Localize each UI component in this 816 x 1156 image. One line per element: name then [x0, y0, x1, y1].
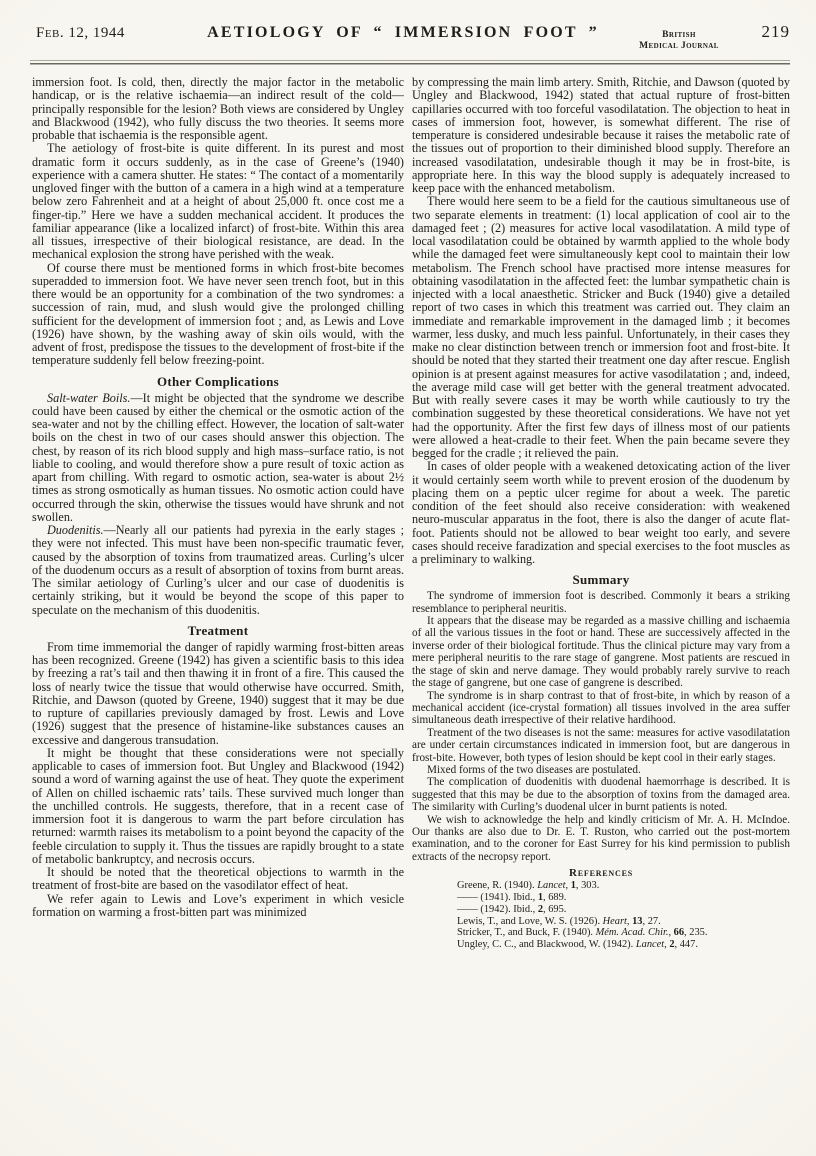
right-column	[412, 76, 790, 951]
section-heading: Treatment	[187, 622, 249, 638]
section-heading: Summary	[572, 572, 630, 588]
paragraph: It should be noted that the theoretical objections to warmth in the treatment of frost-bite are based on the vasodilator effect of heat.	[32, 865, 404, 893]
article-body	[0, 65, 816, 951]
paragraph: Mixed forms of the two diseases are postulated.	[427, 763, 641, 776]
page-header	[0, 0, 816, 51]
journal-name	[620, 30, 738, 51]
paragraph: It appears that the disease may be regarded as a massive chilling and ischaemia of all the various tissues in the foot or hand. These are successively affected in the inverse order of their biological fortitude. Thus the clinical picture may vary from a mere peripheral neuritis to the rare stage of gangrene. Most patients are rescued in the stage of skin and nerve damage. They would probably rarely survive to reach the stage of gangrene, but one case of gangrene is described.	[412, 615, 790, 690]
references-heading: References	[569, 867, 633, 880]
paragraph: The aetiology of frost-bite is quite different. In its purest and most dramatic form it occurs suddenly, as in the case of Greene’s (1940) experience with a camera shutter. He states: “ The contact of a momentarily ungloved finger with the button of a camera in a high wind at a temperature below zero Fahrenheit and at a height of about 25,000 ft. once cost me a finger-tip.” Here we have a sudden mechanical accident. It produces the familiar appearance (like a localized infarct) of frost-bite. Within this area all tissues, irrespective of their biological resistance, are dead. In the mechanical explosion the strong have perished with the weak.	[32, 141, 404, 262]
article-title: AETIOLOGY OF “ IMMERSION FOOT ”	[207, 24, 599, 41]
section-heading: Other Complications	[156, 373, 280, 389]
paragraph: Duodenitis.—Nearly all our patients had pyrexia in the early stages ; they were not infected. This must have been non-specific traumatic fever, caused by the absorption of toxins from traumatized areas. Curling’s ulcer of the duodenum occurs as a result of absorption of toxins from burnt areas. The similar aetiology of Curling’s ulcer and our case of duodenitis is certainly striking, but it would be beyond the scope of this paper to speculate on the mechanism of this duodenitis.	[32, 523, 404, 617]
paragraph: The syndrome of immersion foot is described. Commonly it bears a striking resemblance to peripheral neuritis.	[412, 590, 790, 615]
paragraph: The complication of duodenitis with duodenal haemorrhage is described. It is suggested that this may be due to the absorption of toxins from the damaged area. The similarity with Curling’s duodenal ulcer in burnt patients is noted.	[412, 776, 790, 814]
reference-item: —— (1942). Ibid., 2, 695.	[457, 903, 567, 915]
paragraph: From time immemorial the danger of rapidly warming frost-bitten areas has been recognized. Greene (1942) has given a scientific basis to this idea by freezing a rat’s tail and then thawing it in front of a fire. This caused the loss of nearly twice the tissue that would otherwise have occurred. Smith, Ritchie, and Dawson (quoted by Greene, 1940) suggest that it may be due to rupture of capillaries previously damaged by frost. Lewis and Love (1926) suggest that the presence of histamine-like substances causes an excessive and dangerous transudation.	[32, 639, 404, 747]
paragraph: Salt-water Boils.—It might be objected that the syndrome we describe could have been caused by either the chemical or the osmotic action of the sea-water and not by the chilling effect. However, the location of salt-water boils on the chest in two of our cases should answer this objection. The chest, by reason of its rich blood supply and high mass–surface ratio, is not liable to cooling, and would therefore show a pure result of toxic action as apart from chilling. With regard to osmotic action, sea-water is about 2½ times as strong osmotically as human tissues. No osmotic action could have occurred through the skin, otherwise the tissues would have shrunk and not swollen.	[32, 390, 404, 524]
left-column	[32, 76, 404, 951]
paragraph: We refer again to Lewis and Love’s experiment in which vesicle formation on warming a frost-bitten part was minimized	[32, 891, 404, 919]
journal-name-line1: British	[662, 30, 696, 40]
reference-item: Greene, R. (1940). Lancet, 1, 303.	[457, 880, 600, 892]
paragraph: It might be thought that these considerations were not specially applicable to cases of immersion foot. But Ungley and Blackwood (1942) sound a word of warning against the use of heat. They quote the experiment of Allen on chilled ischaemic rats’ tails. These survived much longer than the unchilled controls. He suggests, therefore, that in a recent case of immersion foot it is dangerous to warm the part before circulation has returned: warmth raises its metabolism to a point beyond the capacity of the feeble circulation to supply it. Thus the tissues are rapidly brought to a state of metabolic bankruptcy, and necrosis occurs.	[32, 745, 404, 866]
paragraph: There would here seem to be a field for the cautious simultaneous use of two separate elements in treatment: (1) local application of cool air to the damaged feet ; (2) measures for active local vasodilatation. A mild type of local vasodilatation could be obtained by warmth applied to the whole body while the damaged feet were simultaneously kept cool to maintain their low metabolism. The French school have practised more intense measures for obtaining vasodilatation in the affected feet: the lumbar sympathetic chain is injected with a local anaesthetic. Stricker and Buck (1940) give a detailed report of two cases in which this treatment was carried out. They claim an immediate and remarkable improvement in the damaged limb ; it becomes warmer, less dusky, and much less painful. Unfortunately, in their cases they make no clear distinction between trench or immersion foot and frost-bite. It should be noted that they started their treatment one day after rescue. English opinion is at present against measures for active vasodilatation ; and, indeed, the average mild case will get better with the general treatment advocated. But with really severe cases it may be worth while cautiously to try the combination suggested by these theoretical considerations. We have not yet had the opportunity. After the first few days of illness most of our patients were allowed a heat-cradle to their feet. When the pain became severe they begged for the cradle ; it relieved the pain.	[412, 194, 790, 460]
paragraph: We wish to acknowledge the help and kindly criticism of Mr. A. H. McIndoe. Our thanks are also due to Dr. E. T. Ruston, who carried out the post-mortem examination, and to the coroner for East Surrey for his kind permission to publish extracts of the necropsy report.	[412, 813, 790, 863]
reference-item: Ungley, C. C., and Blackwood, W. (1942). Lancet, 2, 447.	[457, 939, 698, 951]
reference-item: —— (1941). Ibid., 1, 689.	[457, 891, 567, 903]
page-number: 219	[761, 22, 790, 41]
reference-item: Stricker, T., and Buck, F. (1940). Mém. Acad. Chir., 66, 235.	[457, 927, 708, 939]
paragraph: Of course there must be mentioned forms in which frost-bite becomes superadded to immersion foot. We have never seen trench foot, but in this there would be an opportunity for a combination of the two syndromes: a succession of rain, mud, and slush would give the prolonged chilling sufficient for the development of immersion foot ; and, as Lewis and Love (1926) have shown, by the washing away of skin oils would, with the advent of frost, predispose the tissues to the development of frost-bite if the temperature suddenly fell below freezing-point.	[32, 260, 404, 368]
reference-item: Lewis, T., and Love, W. S. (1926). Heart, 13, 27.	[457, 915, 661, 927]
paragraph: immersion foot. Is cold, then, directly the major factor in the metabolic handicap, or is the relative ischaemia—an indirect result of the cold—principally responsible for the lesion? Both views are considered by Ungley and Blackwood (1942), who fully discuss the two theories. It seems more probable that ischaemia is the responsible agent.	[32, 75, 404, 142]
paragraph: Treatment of the two diseases is not the same: measures for active vasodilatation are under certain circumstances indicated in immersion foot, but are dangerous in frost-bite. However, both types of lesion should be kept cool in their early stages.	[412, 726, 790, 764]
journal-name-line2: Medical Journal	[639, 40, 719, 51]
paragraph: In cases of older people with a weakened detoxicating action of the liver it would certainly seem worth while to prevent erosion of the duodenum by placing them on a peptic ulcer regime for about a week. The paretic condition of the feet should also receive consideration: with weakened neuro-muscular apparatus in the foot, there is also the danger of acute flat-foot. Patients should not be allowed to bear weight too early, and severe cases should receive faradization and special exercises to the foot muscles as a preliminary to walking.	[412, 459, 790, 566]
paragraph: The syndrome is in sharp contrast to that of frost-bite, in which by reason of a mechanical accident (ice-crystal formation) all tissues involved in the area suffer simultaneous death irrespective of their relative hardihood.	[412, 689, 790, 727]
issue-date: Feb. 12, 1944	[36, 25, 125, 41]
paragraph: by compressing the main limb artery. Smith, Ritchie, and Dawson (quoted by Ungley and Blackwood, 1942) stated that actual rupture of frost-bitten capillaries occurred with too forceful vasodilatation. The objection to heat in cases of immersion foot, however, is somewhat different. The rise of temperature is considered undesirable because it raises the metabolic rate of the tissues out of proportion to their diminished blood supply. Therefore an increased vasodilatation, undesirable though it may be in frost-bite, is appropriate here. In this way the blood supply is adequately increased to keep pace with the enhanced metabolism.	[412, 75, 790, 195]
